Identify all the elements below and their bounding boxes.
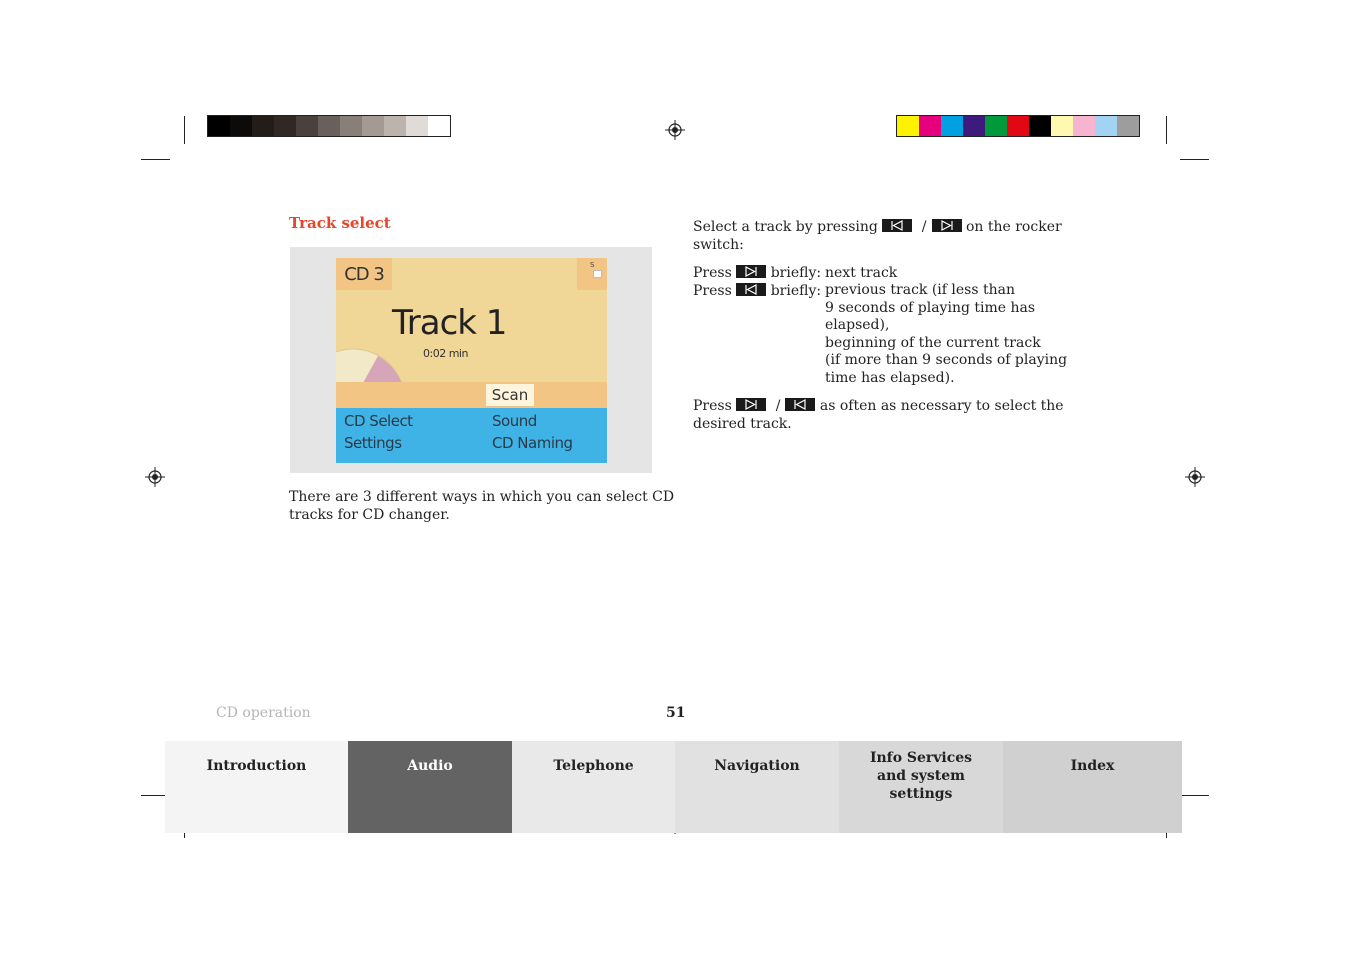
caption-line: There are 3 different ways in which you can select CD — [289, 489, 675, 505]
color-swatch — [340, 116, 362, 136]
crop-mark — [1166, 116, 1167, 144]
description-line: time has elapsed). — [825, 369, 955, 386]
tab-label: Info Services and system settings — [869, 750, 973, 802]
color-swatch — [1117, 116, 1139, 136]
crop-mark — [141, 159, 170, 160]
previous-track-description — [825, 282, 1067, 388]
color-swatch — [384, 116, 406, 136]
tab-label: Index — [1070, 758, 1115, 774]
track-time: 0:02 min — [423, 347, 468, 360]
instruction-text: briefly: — [770, 283, 822, 299]
tab-label: Navigation — [714, 758, 800, 774]
instruction-text: on the rocker — [965, 219, 1062, 235]
menu-item-cd-select: CD Select — [344, 412, 413, 430]
color-swatch — [230, 116, 252, 136]
description-line: beginning of the current track — [825, 334, 1041, 351]
tab-audio[interactable] — [348, 741, 512, 833]
instruction-text: as often as necessary to select the — [819, 398, 1064, 414]
instruction-text: switch: — [693, 237, 744, 253]
color-swatch — [919, 116, 941, 136]
color-swatch — [1095, 116, 1117, 136]
previous-track-key-icon — [882, 219, 912, 232]
registration-mark-icon — [1185, 467, 1205, 487]
instruction-text: Press — [693, 265, 732, 281]
color-swatch — [252, 116, 274, 136]
tab-introduction[interactable] — [165, 741, 348, 833]
color-swatch — [1007, 116, 1029, 136]
tab-index[interactable] — [1003, 741, 1182, 833]
press-next-row — [693, 264, 821, 282]
crop-mark — [184, 116, 185, 144]
color-swatch — [963, 116, 985, 136]
color-swatch — [406, 116, 428, 136]
menu-item-settings: Settings — [344, 434, 402, 452]
instruction-text: Press — [693, 398, 732, 414]
caption — [289, 488, 674, 524]
next-track-key-icon — [932, 219, 962, 232]
grayscale-calibration-bar — [207, 115, 451, 137]
instruction-text: / — [775, 398, 781, 414]
chapter-tabs — [165, 741, 1182, 833]
next-track-key-icon — [736, 398, 766, 411]
instruction-text: Press — [693, 283, 732, 299]
instruction-text: / — [921, 219, 927, 235]
tab-label: Audio — [407, 758, 453, 774]
color-swatch — [897, 116, 919, 136]
crop-mark — [1180, 795, 1209, 796]
color-swatch — [208, 116, 230, 136]
tab-label: Telephone — [553, 758, 634, 774]
color-swatch — [296, 116, 318, 136]
status-square-icon — [593, 270, 602, 278]
tab-navigation[interactable] — [675, 741, 839, 833]
color-swatch — [1029, 116, 1051, 136]
cd-display — [336, 258, 607, 463]
color-swatch — [428, 116, 450, 136]
caption-line: tracks for CD changer. — [289, 507, 450, 523]
menu-item-cd-naming: CD Naming — [492, 434, 573, 452]
status-indicator-label: S — [590, 261, 595, 269]
color-swatch — [274, 116, 296, 136]
color-swatch — [1073, 116, 1095, 136]
cd-number-label: CD 3 — [336, 258, 392, 290]
description-line: 9 seconds of playing time has — [825, 299, 1036, 316]
previous-track-key-icon — [785, 398, 815, 411]
color-swatch — [941, 116, 963, 136]
color-swatch — [362, 116, 384, 136]
display-menu — [336, 408, 607, 463]
description-line: previous track (if less than — [825, 282, 1016, 298]
display-strip — [336, 382, 607, 408]
scan-softkey: Scan — [486, 384, 534, 406]
section-heading: Track select — [289, 214, 391, 232]
crop-mark — [1180, 159, 1209, 160]
previous-track-key-icon — [736, 283, 766, 296]
instructions-intro — [693, 218, 1073, 254]
description-line: elapsed), — [825, 317, 890, 334]
instruction-text: Select a track by pressing — [693, 219, 878, 235]
tab-info-services[interactable] — [839, 741, 1003, 833]
page-number: 51 — [666, 705, 686, 721]
track-title: Track 1 — [392, 303, 507, 343]
color-swatch — [318, 116, 340, 136]
color-swatch — [985, 116, 1007, 136]
tab-label: Introduction — [206, 758, 307, 774]
next-track-key-icon — [736, 265, 766, 278]
instruction-text: briefly: — [770, 265, 822, 281]
instruction-text: desired track. — [693, 416, 792, 432]
tab-telephone[interactable] — [512, 741, 675, 833]
menu-item-sound: Sound — [492, 412, 537, 430]
press-previous-row — [693, 282, 821, 300]
footer-section-label: CD operation — [216, 705, 311, 721]
display-screenshot — [290, 247, 652, 473]
description-line: (if more than 9 seconds of playing — [825, 352, 1068, 369]
color-swatch — [1051, 116, 1073, 136]
registration-mark-icon — [145, 467, 165, 487]
repeat-instruction — [693, 397, 1073, 433]
status-indicator — [577, 258, 607, 290]
color-calibration-bar — [896, 115, 1140, 137]
next-track-description: next track — [825, 265, 898, 281]
registration-mark-icon — [665, 120, 685, 140]
